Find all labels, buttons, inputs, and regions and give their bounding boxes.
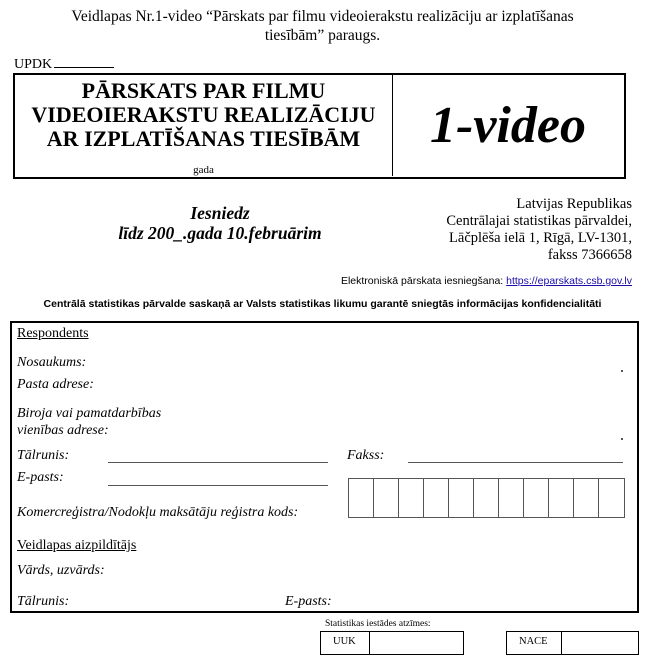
recipient-address [446, 196, 632, 264]
name-field[interactable] [621, 370, 623, 372]
register-code-cell[interactable] [349, 479, 374, 517]
fax-field[interactable] [408, 462, 623, 463]
title-line-1: PĀRSKATS PAR FILMU [81, 78, 326, 103]
recipient-line-3: Lāčplēša ielā 1, Rīgā, LV-1301, [449, 230, 632, 246]
report-title [15, 79, 392, 151]
nace-field[interactable] [561, 631, 639, 655]
email-field[interactable] [108, 485, 328, 486]
form-code-cell [393, 75, 623, 176]
register-code-cell[interactable] [474, 479, 499, 517]
recipient-line-4: fakss 7366658 [547, 247, 632, 263]
uuk-label: UUK [333, 636, 356, 647]
confidentiality-note: Centrālā statistikas pārvalde saskaņā ar Valsts statistikas likumu garantē sniegtās informācijas konfidencialitāti [43, 298, 602, 310]
filler-name-label: Vārds, uzvārds: [17, 563, 105, 578]
uuk-field[interactable] [369, 631, 464, 655]
updk-label: UPDK [14, 57, 53, 72]
nace-label: NACE [519, 636, 548, 647]
office-label-line-1: Biroja vai pamatdarbības [17, 406, 162, 421]
electronic-submission [341, 275, 632, 287]
fax-label: Fakss: [347, 448, 385, 463]
office-address-field[interactable] [621, 438, 623, 440]
recipient-line-1: Latvijas Republikas [516, 196, 632, 212]
phone-field[interactable] [108, 462, 328, 463]
register-code-cell[interactable] [424, 479, 449, 517]
phone-label: Tālrunis: [17, 448, 70, 463]
title-box [13, 73, 626, 179]
email-label: E-pasts: [17, 470, 64, 485]
updk-blank[interactable] [54, 55, 114, 68]
submit-line-1: Iesniedz [190, 203, 250, 223]
register-code-cell[interactable] [374, 479, 399, 517]
filler-email-label: E-pasts: [285, 594, 332, 609]
title-line-3: AR IZPLATĪŠANAS TIESĪBĀM [46, 126, 361, 151]
register-code-cell[interactable] [549, 479, 574, 517]
office-marks-row [320, 631, 639, 655]
register-code-cells [348, 478, 625, 518]
updk-field [14, 55, 114, 73]
electronic-label: Elektroniskā pārskata iesniegšana: [340, 275, 504, 287]
office-marks-label: Statistikas iestādes atzīmes: [325, 619, 431, 629]
intro-line-1: Veidlapas Nr.1-video “Pārskats par filmu videoierakstu realizāciju ar izplatīšanas [71, 8, 574, 25]
title-line-2: VIDEOIERAKSTU REALIZĀCIJU [31, 102, 376, 127]
register-code-label: Komercreģistra/Nodokļu maksātāju reģistra kods: [17, 505, 299, 520]
register-code-cell[interactable] [524, 479, 549, 517]
register-code-cell[interactable] [574, 479, 599, 517]
respondent-section-title: Respondents [17, 326, 89, 341]
form-intro [0, 7, 645, 45]
submission-deadline [70, 203, 370, 243]
name-label: Nosaukums: [17, 355, 87, 370]
register-code-cell[interactable] [399, 479, 424, 517]
register-code-cell[interactable] [499, 479, 524, 517]
form-code: 1-video [430, 97, 586, 154]
electronic-link[interactable]: https://eparskats.csb.gov.lv [506, 275, 632, 287]
submit-line-2: līdz 200_.gada 10.februārim [118, 223, 322, 243]
filler-phone-label: Tālrunis: [17, 594, 70, 609]
office-label-line-2: vienības adrese: [17, 423, 109, 438]
register-code-cell[interactable] [449, 479, 474, 517]
register-code-cell[interactable] [599, 479, 624, 517]
postal-address-label: Pasta adrese: [17, 377, 94, 392]
recipient-line-2: Centrālajai statistikas pārvaldei, [446, 213, 632, 229]
intro-line-2: tiesībām” paraugs. [264, 27, 381, 44]
year-suffix: gada [193, 164, 214, 176]
title-cell [15, 75, 393, 176]
office-address-label [17, 405, 161, 439]
filler-section-title: Veidlapas aizpildītājs [17, 538, 137, 553]
